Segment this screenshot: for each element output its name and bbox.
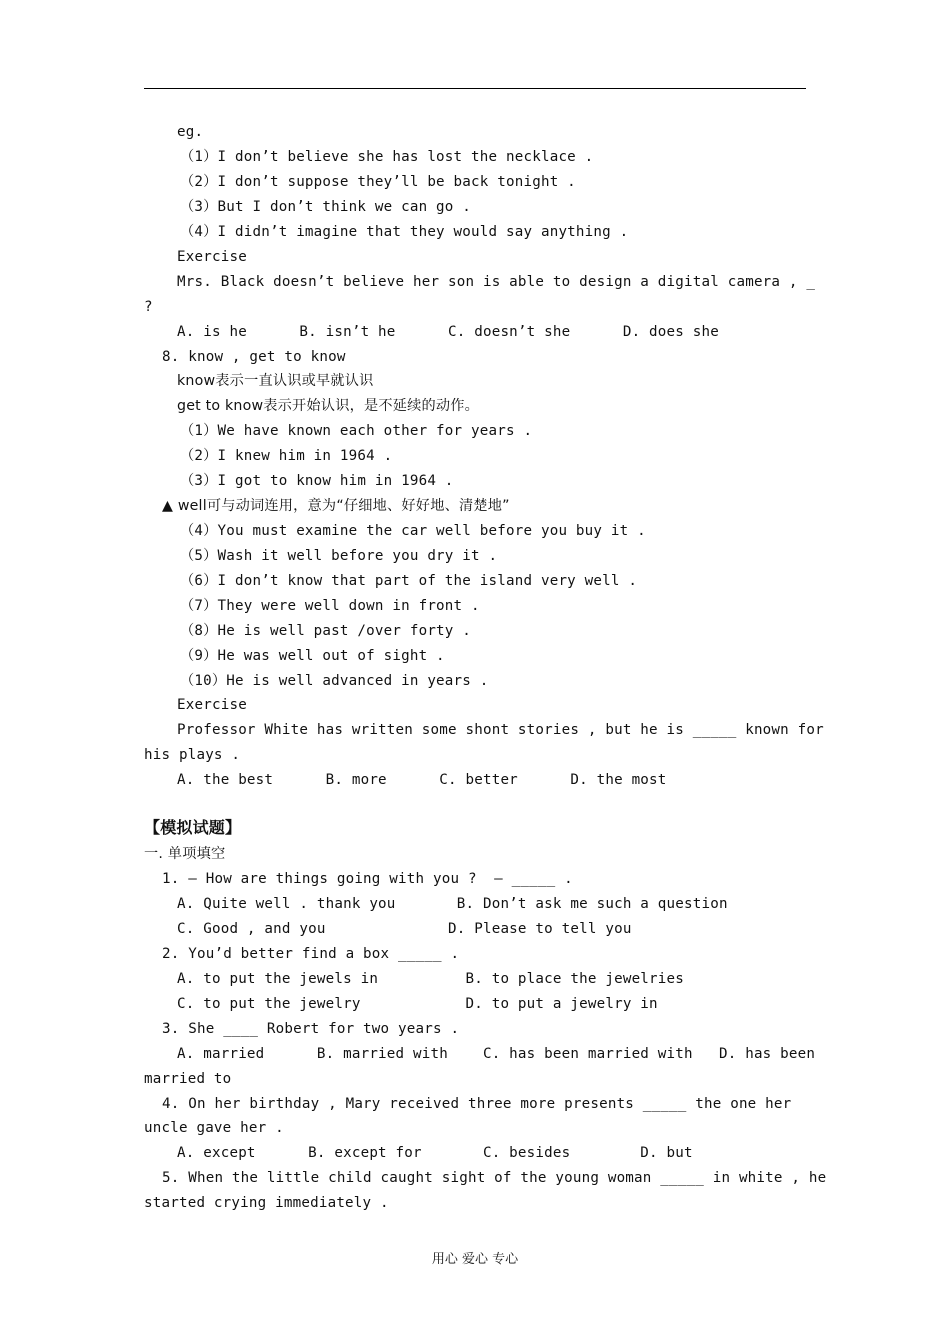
text-line: （1）I don’t believe she has lost the necklace . — [180, 149, 594, 165]
text-line: （6）I don’t know that part of the island very well . — [180, 573, 638, 589]
text-line: （2）I knew him in 1964 . — [180, 448, 393, 464]
header-rule — [144, 88, 806, 89]
text-line: uncle gave her . — [144, 1120, 284, 1136]
text-line: 一. 单项填空 — [144, 846, 226, 862]
text-line: A. Quite well . thank you B. Don’t ask me such a question — [177, 896, 728, 912]
text-line: （3）But I don’t think we can go . — [180, 199, 472, 215]
text-line: （5）Wash it well before you dry it . — [180, 548, 498, 564]
text-line: 1. — How are things going with you ? — _____ . — [162, 871, 573, 887]
text-line: know表示一直认识或早就认识 — [177, 373, 374, 389]
text-line: 2. You’d better find a box _____ . — [162, 946, 460, 962]
text-line: 5. When the little child caught sight of the young woman _____ in white , he — [162, 1170, 827, 1186]
text-line: （2）I don’t suppose they’ll be back tonight . — [180, 174, 576, 190]
text-line: （3）I got to know him in 1964 . — [180, 473, 454, 489]
section-heading: 【模拟试题】 — [144, 818, 242, 837]
text-line: A. married B. married with C. has been married with D. has been — [177, 1046, 816, 1062]
text-line: A. is he B. isn’t he C. doesn’t she D. does she — [177, 324, 719, 340]
text-line: ? — [144, 299, 153, 315]
text-line: ▲ well可与动词连用，意为“仔细地、好好地、清楚地” — [162, 498, 510, 514]
text-line: （9）He was well out of sight . — [180, 648, 445, 664]
text-line: （4）You must examine the car well before you buy it . — [180, 523, 646, 539]
text-line: C. to put the jewelry D. to put a jewelry in — [177, 996, 658, 1012]
text-line: 3. She ____ Robert for two years . — [162, 1021, 460, 1037]
text-line: Exercise — [177, 249, 247, 265]
text-line: his plays . — [144, 747, 241, 763]
text-line: （10）He is well advanced in years . — [180, 673, 489, 689]
text-line: （4）I didn’t imagine that they would say anything . — [180, 224, 629, 240]
text-line: C. Good , and you D. Please to tell you — [177, 921, 632, 937]
text-line: A. the best B. more C. better D. the most — [177, 772, 667, 788]
text-line: eg. — [177, 124, 204, 140]
text-line: （7）They were well down in front . — [180, 598, 480, 614]
text-line: Professor White has written some shont stories , but he is _____ known for — [177, 722, 824, 738]
text-line: get to know表示开始认识，是不延续的动作。 — [177, 398, 480, 414]
text-line: A. to put the jewels in B. to place the jewelries — [177, 971, 685, 987]
text-line: Exercise — [177, 697, 247, 713]
page-footer: 用心 爱心 专心 — [431, 1252, 519, 1267]
text-line: 8. know , get to know — [162, 349, 346, 365]
text-line: A. except B. except for C. besides D. but — [177, 1145, 693, 1161]
text-line: started crying immediately . — [144, 1195, 389, 1211]
text-line: （1）We have known each other for years . — [180, 423, 533, 439]
text-line: 4. On her birthday , Mary received three more presents _____ the one her — [162, 1096, 792, 1112]
text-line: Mrs. Black doesn’t believe her son is able to design a digital camera , _ — [177, 274, 816, 290]
text-line: （8）He is well past /over forty . — [180, 623, 472, 639]
text-line: married to — [144, 1071, 232, 1087]
